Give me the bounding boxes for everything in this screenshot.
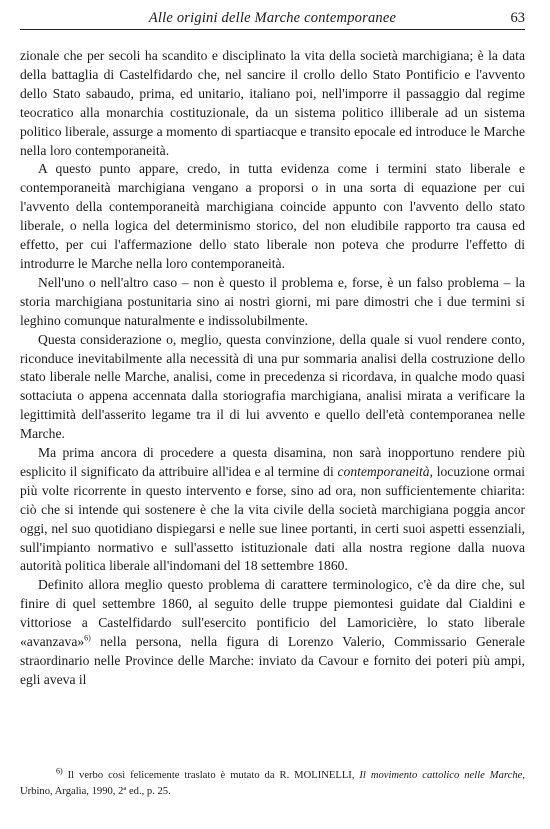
paragraph-text: nella persona, nella figura di Lorenzo Valerio, Commissario Generale straordinario nelle Province delle Marche: inviato da Cavour e fornito dei poteri più ampi, egli aveva il xyxy=(20,634,525,687)
page-header xyxy=(20,6,525,30)
footnote-text: , Urbino, Argalìa, 1990, 2ª ed., p. 25. xyxy=(20,770,525,797)
header-rule xyxy=(20,29,525,30)
footnote-marker: 6) xyxy=(56,766,63,776)
paragraph-text: A questo punto appare, credo, in tutta evidenza come i termini stato liberale e contemporaneità marchigiana vengano a proporsi o in una sorta di equazione per cui l'avvento della contemporaneità marchigiana coincide appunto con l'avvento dello stato liberale, o nella logica del determinismo storico, del non eludibile rapporto tra causa ed effetto, per cui l'affermazione dello stato liberale non poteva che produrre l'effetto di introdurre le Marche nella loro contemporaneità. xyxy=(20,161,525,271)
emphasized-term: contemporaneità xyxy=(337,463,430,479)
footnote xyxy=(20,768,525,799)
paragraph-text: Questa considerazione o, meglio, questa convinzione, della quale si vuol rendere conto, riconduce inevitabilmente alla necessità di una pur sommaria analisi della costruzione dello stato liberale nelle Marche, analisi, come in precedenza si ricordava, in qualche modo quasi sottaciuta o appena accennata dalla storiografia marchigiana, analisi mirata a verificare la legittimità dell'asserito legame tra il di lui avvento e quello dell'età contemporanea nelle Marche. xyxy=(20,331,525,442)
paragraph xyxy=(20,274,525,331)
paragraph xyxy=(20,444,525,576)
paragraph-text: , locuzione ormai più volte ricorrente in questo intervento e forse, sino ad ora, non sufficientemente chiarita: ciò che si intende qui sostenere è che la vita civile della società marchigiana poggia ancor oggi, nel suo quotidiano dispiegarsi e nelle sue linee portanti, in certi suoi aspetti essenziali, sull'impianto normativo e sull'assetto istituzionale dati alla nostra regione dalla nuova autorità politica liberale all'indomani del 18 settembre 1860. xyxy=(20,463,526,574)
paragraph xyxy=(20,160,525,273)
footnote-reference: 6) xyxy=(84,633,91,643)
paragraph-text: zionale che per secoli ha scandito e disciplinato la vita della società marchigiana; è la data della battaglia di Castelfidardo che, nel sancire il crollo dello Stato Pontificio e l'avvento dello Stato sabaudo, prima, ed unitario, italiano poi, nell'imporre il passaggio dal regime teocratico alla monarchia costituzionale, da un sistema politico illiberale ad un sistema politico liberale, assurge a momento di spartiacque e transito epocale ed introduce le Marche nella loro contemporaneità. xyxy=(20,48,525,158)
body-text xyxy=(20,47,525,690)
page-number: 63 xyxy=(510,10,525,26)
paragraph xyxy=(20,576,525,689)
paragraph xyxy=(20,331,525,444)
paragraph xyxy=(20,47,525,160)
footnote-text: Il verbo così felicemente traslato è mutato da R. MOLINELLI, xyxy=(62,770,360,781)
running-title: Alle origini delle Marche contemporanee xyxy=(148,10,397,26)
paragraph-text: Definito allora meglio questo problema di carattere terminologico, c'è da dire che, sul finire di quel settembre 1860, al seguito delle truppe piemontesi guidate dal Cialdini e vittoriose a Castelfidardo sull'esercito pontificio del Lamoricière, lo stato liberale «avanzava» xyxy=(20,577,525,650)
paragraph-text: Ma prima ancora di procedere a questa disamina, non sarà inopportuno rendere più esplicito il significato da attribuire all'idea e al termine di xyxy=(20,445,525,479)
footnote-cited-title: Il movimento cattolico nelle Marche xyxy=(359,770,523,781)
paragraph-text: Nell'uno o nell'altro caso – non è questo il problema e, forse, è un falso problema – la storia marchigiana postunitaria sino ai nostri giorni, mi pare dimostri che i due termini si leghino comunque naturalmente e indissolubilmente. xyxy=(20,274,525,328)
